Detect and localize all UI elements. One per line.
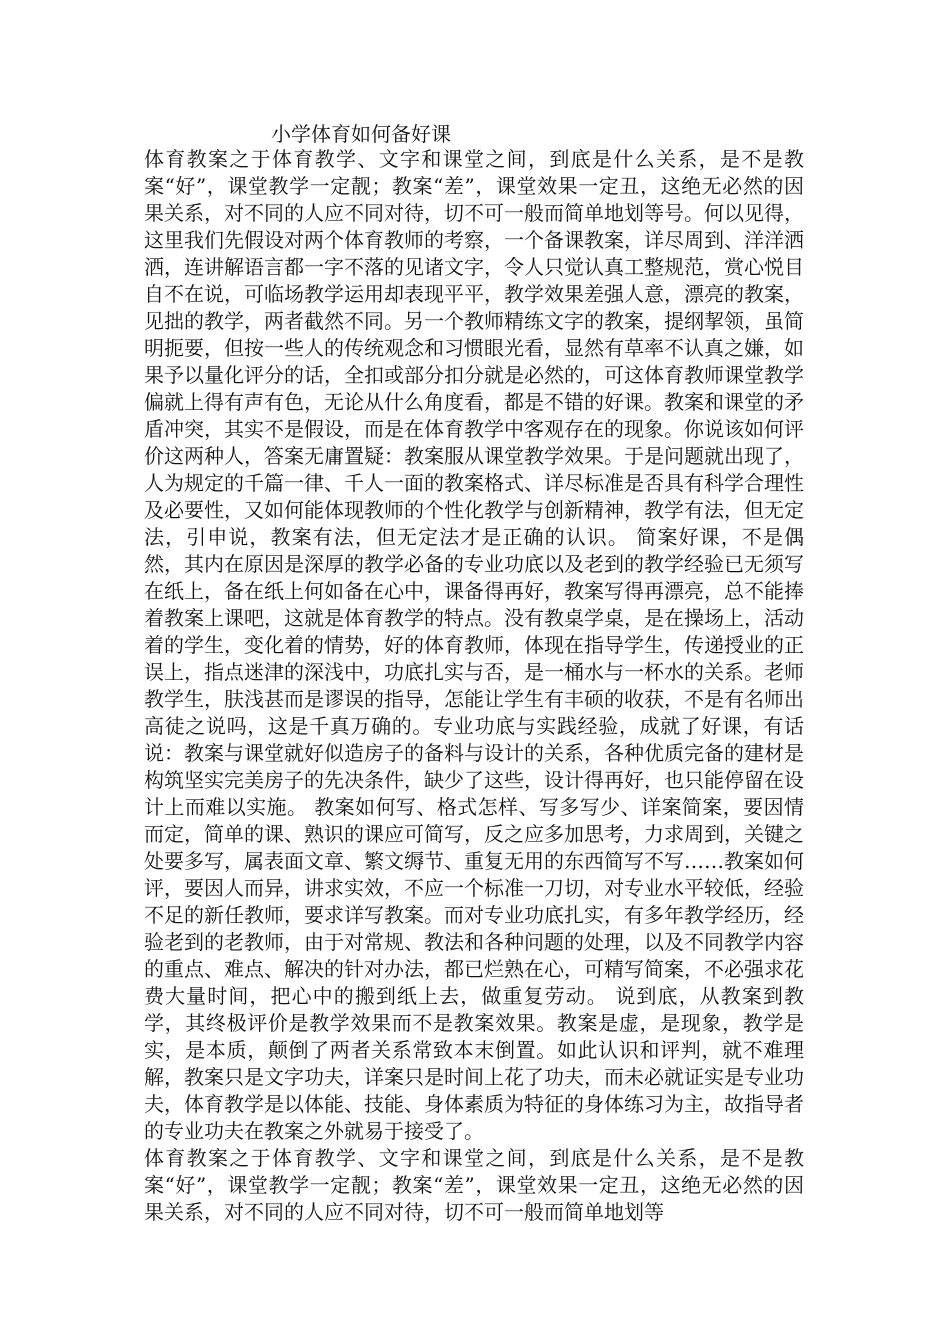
body-paragraph-1: 体育教案之于体育教学、文字和课堂之间，到底是什么关系，是不是教案“好”，课堂教学一定靓；教案“差”，课堂效果一定丑，这绝无必然的因果关系，对不同的人应不同对待，切不可一般而简单地划等号。何以见得，这里我们先假设对两个体育教师的考察，一个备课教案，详尽周到、洋洋洒洒，连讲解语言都一字不落的见诸文字，令人只觉认真工整规范，赏心悦目自不在说，可临场教学运用却表现平平，教学效果差强人意，漂亮的教案，见拙的教学，两者截然不同。另一个教师精练文字的教案，提纲挈领，虽简明扼要，但按一些人的传统观念和习惯眼光看，显然有草率不认真之嫌，如果予以量化评分的话，全扣或部分扣分就是必然的，可这体育教师课堂教学偏就上得有声有色，无论从什么角度看，都是不错的好课。教案和课堂的矛盾冲突，其实不是假设，而是在体育教学中客观存在的现象。你说该如何评价这两种人，答案无庸置疑：教案服从课堂教学效果。于是问题就出现了，人为规定的千篇一律、千人一面的教案格式、详尽标准是否具有科学合理性及必要性，又如何能体现教师的个性化教学与创新精神，教学有法，但无定法，引申说，教案有法，但无定法才是正确的认识。 简案好课，不是偶然，其内在原因是深厚的教学必备的专业功底以及老到的教学经验已无须写在纸上，备在纸上何如备在心中，课备得再好，教案写得再漂亮，总不能捧着教案上课吧，这就是体育教学的特点。没有教桌学桌，是在操场上，活动着的学生，变化着的情势，好的体育教师，体现在指导学生，传递授业的正误上，指点迷津的深浅中，功底扎实与否，是一桶水与一杯水的关系。老师教学生，肤浅甚而是谬误的指导，怎能让学生有丰硕的收获，不是有名师出高徒之说吗，这是千真万确的。专业功底与实践经验，成就了好课，有话说：教案与课堂就好似造房子的备料与设计的关系，各种优质完备的建材是构筑坚实完美房子的先决条件，缺少了这些，设计得再好，也只能停留在设计上而难以实施。 教案如何写、格式怎样、写多写少、详案简案，要因情而定，简单的课、熟识的课应可简写，反之应多加思考，力求周到，关键之处要多写，属表面文章、繁文缛节、重复无用的东西简写不写……教案如何评，要因人而异，讲求实效，不应一个标准一刀切，对专业水平较低，经验不足的新任教师，要求详写教案。而对专业功底扎实，有多年教学经历，经验老到的老教师，由于对常规、教法和各种问题的处理，以及不同教学内容的重点、难点、解决的针对办法，都已烂熟在心，可精写简案，不必强求花费大量时间，把心中的搬到纸上去，做重复劳动。 说到底，从教案到教学，其终极评价是教学效果而不是教案效果。教案是虚，是现象，教学是实，是本质，颠倒了两者关系常致本末倒置。如此认识和评判，就不难理解，教案只是文字功夫，详案只是时间上花了功夫，而未必就证实是专业功夫，体育教学是以体能、技能、身体素质为特征的身体练习为主，故指导者的专业功夫在教案之外就易于接受了。	[144, 147, 804, 1143]
document-body	[144, 146, 804, 1145]
document-title: 小学体育如何备好课	[271, 122, 451, 146]
document-body-continued	[144, 1145, 804, 1253]
body-paragraph-2: 体育教案之于体育教学、文字和课堂之间，到底是什么关系，是不是教案“好”，课堂教学一定靓；教案“差”，课堂效果一定丑，这绝无必然的因果关系，对不同的人应不同对待，切不可一般而简单地划等	[144, 1146, 804, 1224]
